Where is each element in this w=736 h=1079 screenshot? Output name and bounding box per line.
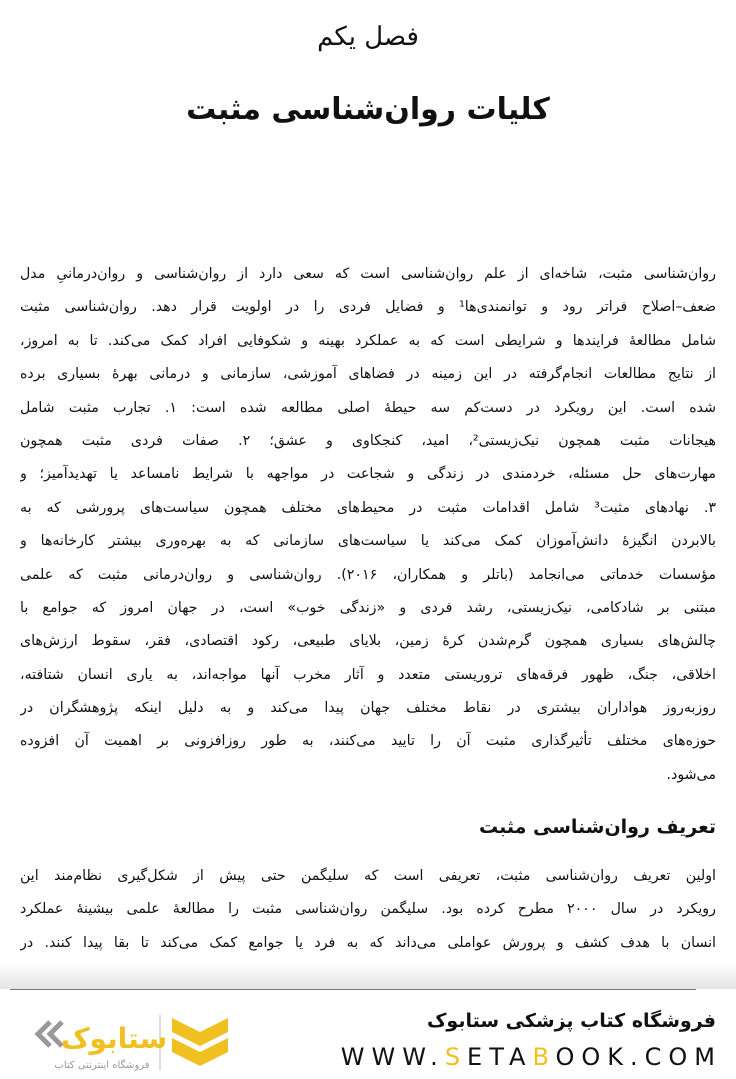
url-part: ETA: [467, 1043, 533, 1071]
text-line: اخلاقی، جنگ، ظهور فرقه‌های تروریستی متعدد و آثار مخرب آنها مواجه‌اند، به یاری انسان شتافته،: [20, 666, 716, 683]
paragraph-intro: [20, 258, 716, 792]
url-part: S: [444, 1043, 468, 1071]
text-line: مهارت‌های حل مسئله، خردمندی در زندگی و شجاعت در مواجهه با شرایط نامساعد یا تهدیدآمیز؛ و: [20, 466, 716, 483]
section-heading: تعریف روان‌شناسی مثبت: [478, 816, 716, 838]
text-line: می‌شود.: [666, 766, 716, 783]
text-line: بالابردن انگیزهٔ دانش‌آموزان کمک می‌کند یا سیاست‌های سازمانی که به بهره‌وری بیشتر کارخانه‌ها و: [20, 533, 716, 550]
chapter-label: فصل یکم: [317, 22, 419, 52]
arrows-icon: [38, 1022, 62, 1046]
setabook-logo: [22, 1010, 292, 1075]
text-line: شامل مطالعهٔ فرایندها و شرایطی است که به عملکرد بهینه و شکوفایی افراد کمک می‌کند. تا به امروز،: [20, 332, 716, 349]
text-line: روان‌شناسی مثبت، شاخه‌ای از علم روان‌شناسی است که سعی دارد از روان‌شناسی و روان‌درمانیِ مدل: [20, 266, 716, 282]
text-line: انسان با هدف کشف و پرورش عواملی می‌داند که به فرد یا جوامع کمک می‌کند تا بقا پیدا کنند. در: [20, 934, 716, 951]
text-line: اولین تعریف روان‌شناسی مثبت، تعریفی است که سلیگمن حتی پیش از شکل‌گیری نظام‌مند این: [20, 868, 716, 884]
text-line: ۳. نهادهای مثبت³ شامل اقدامات مثبت در محیط‌های مختلف همچون سیاست‌های پرورشی که به: [20, 499, 716, 516]
store-url[interactable]: [341, 1043, 722, 1071]
logo-text: ستابوک: [60, 1022, 168, 1055]
text-line: چالش‌های بسیاری همچون گرم‌شدن کرهٔ زمین، بلایای طبیعی، رکود اقتصادی، فقر، سقوط ارزش‌های: [20, 633, 716, 650]
text-line: هیجانات مثبت همچون نیک‌زیستی²، امید، کنجکاوی و عشق؛ ۲. صفات فردی مثبت همچون: [20, 432, 716, 449]
text-line: از نتایج مطالعات انجام‌گرفته در این زمینه در فضاهای آموزشی، سازمانی و درمانی بهرهٔ بسیاری برده: [20, 366, 716, 383]
text-line: مؤسسات خدماتی می‌انجامد (باتلر و همکاران، ۲۰۱۶). روان‌شناسی و روان‌درمانی مثبت که علمی: [20, 566, 716, 583]
text-line: روزبه‌روز هواداران بیشتری در نقاط مختلف جهان پیدا می‌کند و به دلیل اینکه پژوهشگران در: [20, 700, 716, 717]
footer-divider: [10, 989, 696, 990]
chevron-logo-icon: [172, 1018, 228, 1066]
url-part: OOK.COM: [555, 1043, 722, 1071]
text-line: حوزه‌های مختلف تأثیرگذاری مثبت آن را تایید می‌کنند، به طور روزافزونی بر اهمیت آن افزوده: [20, 733, 716, 750]
text-line: رویکرد در سال ۲۰۰۰ مطرح کرده بود. سلیگمن روان‌شناسی مثبت را مطالعهٔ علمی بیشینهٔ عملکرد: [20, 901, 716, 918]
page-fade: [0, 962, 736, 989]
text-line: شده است. این رویکرد در دست‌کم سه حیطهٔ اصلی مطالعه شده است: ۱. تجارب مثبت شامل: [20, 399, 716, 416]
chapter-title: کلیات روان‌شناسی مثبت: [186, 92, 550, 127]
url-part: B: [532, 1043, 556, 1071]
logo-subtitle: فروشگاه اینترنتی کتاب: [54, 1060, 150, 1071]
text-line: مبتنی بر شادکامی، نیک‌زیستی، رشد فردی و «زندگی خوب» است، در جهان امروز که جوامع با: [20, 599, 716, 616]
text-line: ضعف–اصلاح فراتر رود و توانمندی‌ها¹ و فضایل فردی را در اولویت قرار دهد. روان‌شناسی مثبت: [20, 299, 716, 316]
url-part: WWW.: [340, 1043, 445, 1071]
store-name: فروشگاه کتاب پزشکی ستابوک: [426, 1010, 716, 1032]
paragraph-definition: [20, 860, 716, 960]
